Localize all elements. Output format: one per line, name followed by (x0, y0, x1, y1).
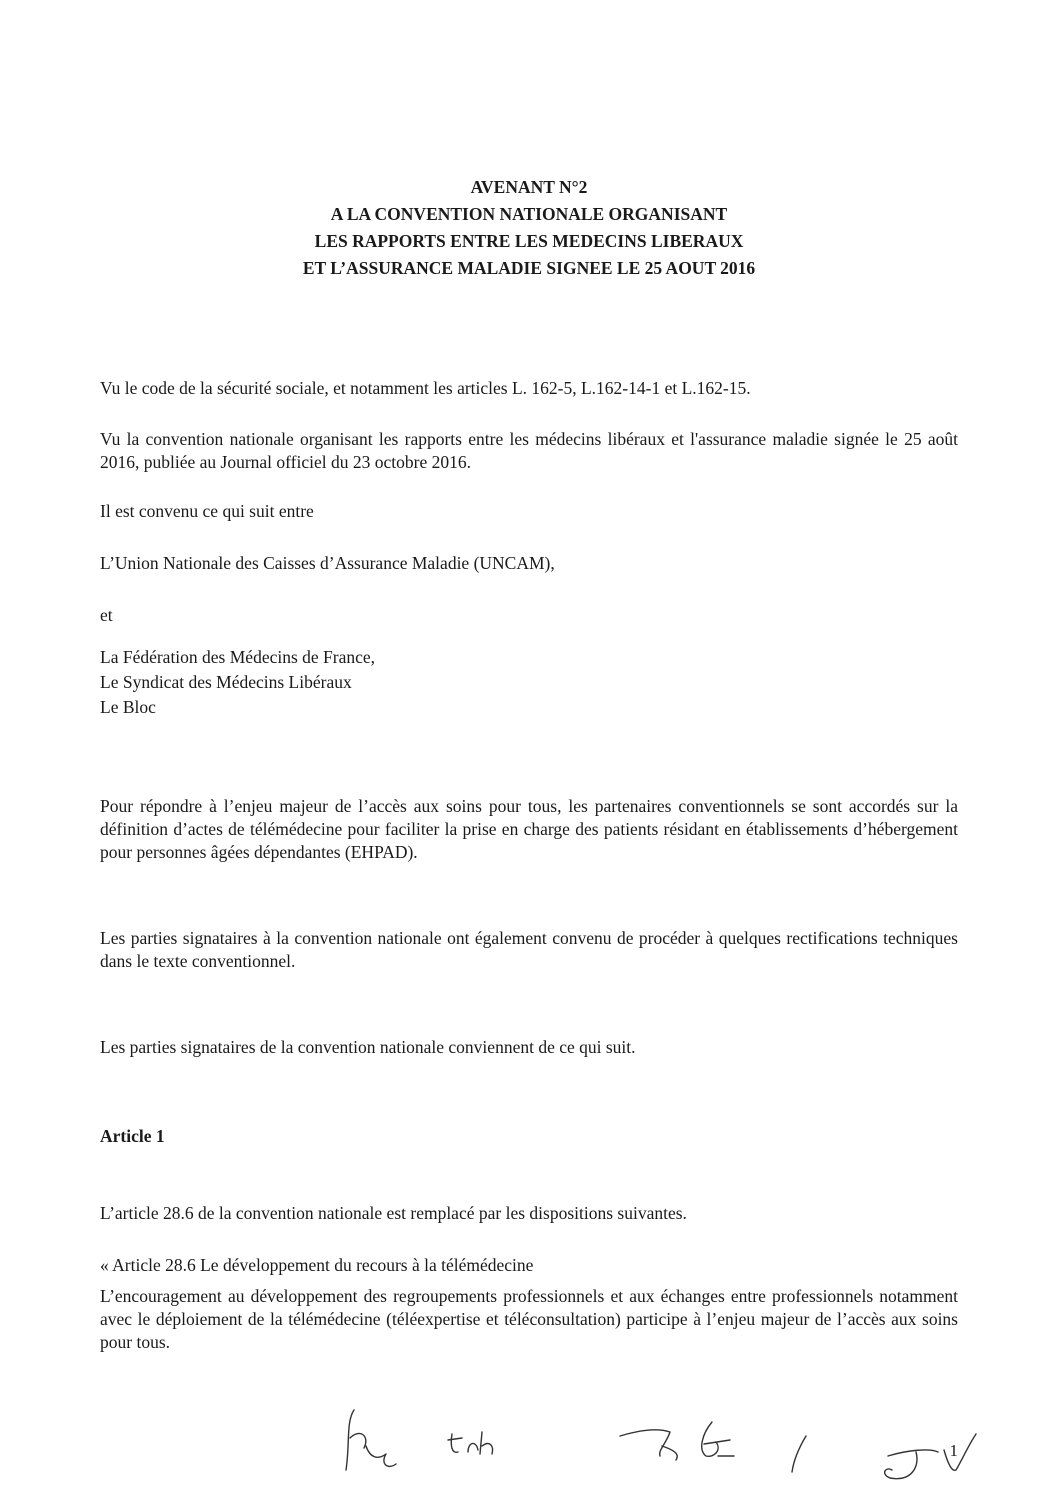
title-line-1: AVENANT N°2 (470, 177, 588, 197)
vu-convention-paragraph: Vu la convention nationale organisant les rapports entre les médecins libéraux et l'assurance maladie signée le 25 août 2016, publiée au Journal officiel du 23 octobre 2016. (100, 429, 958, 472)
article-heading: Article 1 (100, 1126, 165, 1146)
initial-mark-3 (620, 1430, 677, 1460)
access-paragraph: Pour répondre à l’enjeu majeur de l’accès aux soins pour tous, les partenaires conventionnels se sont accordés sur la définition d’actes de télémédecine pour faciliter la prise en charge des patients résidant en établissements d’hébergement pour personnes âgées dépendantes (EHPAD). (100, 796, 958, 862)
vu-code-paragraph: Vu le code de la sécurité sociale, et notamment les articles L. 162-5, L.162-14-1 et L.162-15. (100, 378, 751, 398)
party-3: Le Bloc (100, 697, 156, 717)
et-paragraph: et (100, 605, 113, 625)
page-number: 1 (949, 1441, 958, 1460)
rectification-paragraph: Les parties signataires à la convention nationale ont également convenu de procéder à quelques rectifications techniques dans le texte conventionnel. (100, 928, 958, 971)
document-title (100, 174, 958, 282)
handwritten-initials (340, 1400, 1000, 1490)
party-1: La Fédération des Médecins de France, (100, 647, 376, 667)
initial-mark-4 (702, 1422, 734, 1456)
title-line-3: LES RAPPORTS ENTRE LES MEDECINS LIBERAUX (314, 231, 744, 251)
article-intro: L’article 28.6 de la convention nationale est remplacé par les dispositions suivantes. (100, 1203, 687, 1223)
initial-mark-5 (792, 1436, 806, 1472)
initial-mark-6 (885, 1434, 976, 1479)
uncam-paragraph: L’Union Nationale des Caisses d’Assurance Maladie (UNCAM), (100, 553, 555, 573)
convenu-paragraph: Il est convenu ce qui suit entre (100, 501, 314, 521)
conviennent-paragraph: Les parties signataires de la convention nationale conviennent de ce qui suit. (100, 1037, 636, 1057)
article-quote-body: L’encouragement au développement des regroupements professionnels et aux échanges entre professionnels notamment avec le déploiement de la télémédecine (téléexpertise et téléconsultation) participe à l’enjeu majeur de l’accès aux soins pour tous. (100, 1286, 958, 1352)
article-quote-title: « Article 28.6 Le développement du recours à la télémédecine (100, 1255, 534, 1275)
title-line-2: A LA CONVENTION NATIONALE ORGANISANT (330, 204, 728, 224)
party-2: Le Syndicat des Médecins Libéraux (100, 672, 352, 692)
initial-mark-2 (448, 1432, 493, 1454)
initial-mark-1 (346, 1410, 396, 1470)
title-line-4: ET L’ASSURANCE MALADIE SIGNEE LE 25 AOUT 2016 (302, 258, 756, 278)
